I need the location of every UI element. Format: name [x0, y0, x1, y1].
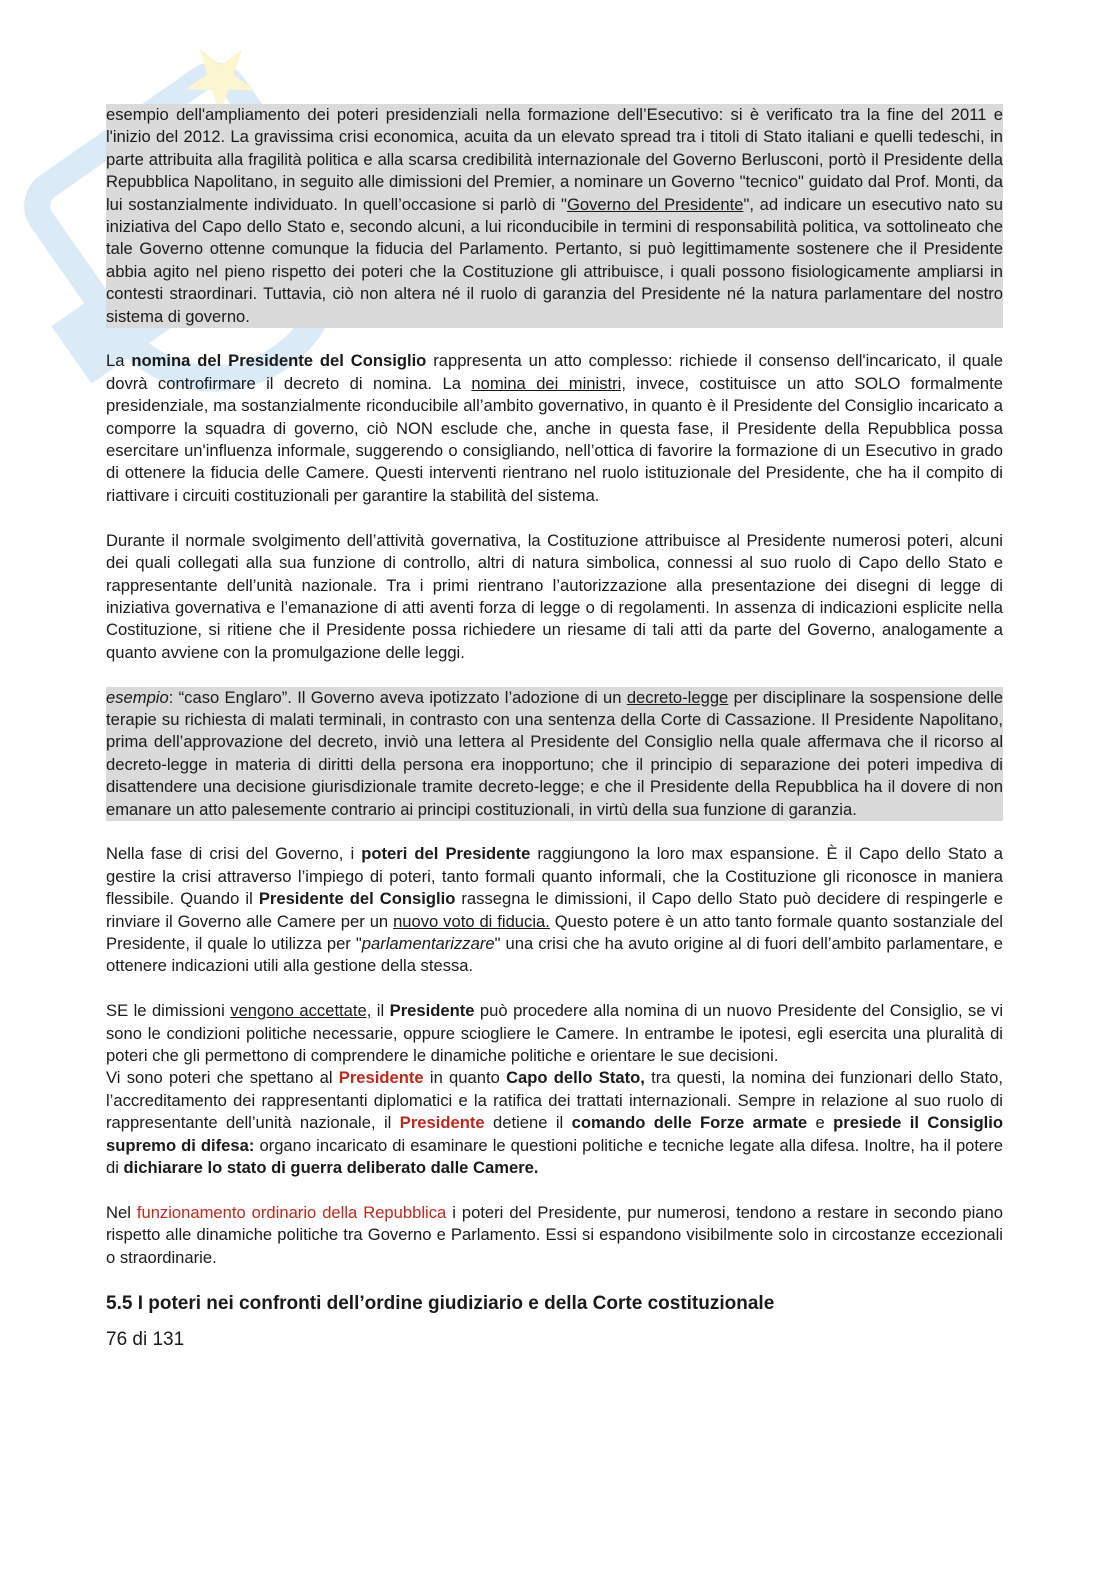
paragraph-capo-dello-stato: Vi sono poteri che spettano al Presidente in quanto Capo dello Stato, tra questi, la nomina dei funzionari dello Stato, l’accreditamento dei rappresentanti diplomatici e la ratifica dei trattati internazionali. Sempre in relazione al suo ruolo di rappresentante dell’unità nazionale, il Presidente detiene il comando delle Forze armate e presiede il Consiglio supremo di difesa: organo incaricato di esaminare le questioni politiche e tecniche legate alla difesa. Inoltre, ha il potere di dichiarare lo stato di guerra deliberato dalle Camere.	[106, 1068, 1004, 1178]
document-body	[106, 104, 1003, 1353]
paragraph-funzionamento-ordinario: Nel funzionamento ordinario della Repubblica i poteri del Presidente, pur numerosi, tendono a restare in secondo piano rispetto alle dinamiche politiche tra Governo e Parlamento. Essi si espandono visibilmente solo in circostanze eccezionali o straordinarie.	[106, 1202, 1003, 1267]
section-heading: 5.5 I poteri nei confronti dell’ordine giudiziario e della Corte costituzionale	[106, 1293, 775, 1315]
paragraph-attivita-governativa: Durante il normale svolgimento dell’attività governativa, la Costituzione attribuisce al Presidente numerosi poteri, alcuni dei quali collegati alla sua funzione di controllo, altri di natura simbolica, connessi al suo ruolo di Capo dello Stato e rappresentante dell’unità nazionale. Tra i primi rientrano l’autorizzazione alla presentazione dei disegni di legge di iniziativa governativa e l’emanazione di atti aventi forza di legge o di regolamenti. In assenza di indicazioni esplicite nella Costituzione, si ritiene che il Presidente possa richiedere un riesame di tali atti da parte del Governo, analogamente a quanto avviene con la promulgazione delle leggi.	[106, 530, 1003, 662]
paragraph-nomina: La nomina del Presidente del Consiglio rappresenta un atto complesso: richiede il consenso dell'incaricato, il quale dovrà controfirmare il decreto di nomina. La nomina dei ministri, invece, costituisce un atto SOLO formalmente presidenziale, ma sostanzialmente riconducibile all’ambito governativo, in quanto è il Presidente del Consiglio incaricato a comporre la squadra di governo, ciò NON esclude che, anche in questa fase, il Presidente della Repubblica possa esercitare un'influenza informale, suggerendo o consigliando, nell’ottica di favorire la formazione di un Esecutivo in grado di ottenere la fiducia delle Camere. Questi interventi rientrano nel ruolo istituzionale del Presidente, che ha il compito di riattivare i circuiti costituzionali per garantire la stabilità del sistema.	[106, 351, 1003, 505]
watermark-star-icon: ★	[156, 11, 283, 144]
example-paragraph-englaro: esempio: “caso Englaro”. Il Governo aveva ipotizzato l’adozione di un decreto-legge per disciplinare la sospensione delle terapie su richiesta di malati terminali, in contrasto con una sentenza della Corte di Cassazione. Il Presidente Napolitano, prima dell’approvazione del decreto, inviò una lettera al Presidente del Consiglio nella quale affermava che il ricorso al decreto-legge in materia di diritti della persona era inopportuno; che il principio di separazione dei poteri impediva di disattendere una decisione giurisdizionale tramite decreto-legge; e che il Presidente della Repubblica ha il dovere di non emanare un atto palesemente contrario ai principi costituzionali, in virtù della sua funzione di garanzia.	[106, 687, 1003, 821]
paragraph-crisi-governo: Nella fase di crisi del Governo, i poteri del Presidente raggiungono la loro max espansione. È il Capo dello Stato a gestire la crisi attraverso l’impiego di poteri, tanto formali quanto informali, che la Costituzione gli riconosce in maniera flessibile. Quando il Presidente del Consiglio rassegna le dimissioni, il Capo dello Stato può decidere di respingerle e rinviare il Governo alle Camere per un nuovo voto di fiducia. Questo potere è un atto tanto formale quanto sostanziale del Presidente, il quale lo utilizza per "parlamentarizzare" una crisi che ha avuto origine al di fuori dell’ambito parlamentare, e ottenere indicazioni utili alla gestione della stessa.	[106, 844, 1003, 976]
example-paragraph-monti: esempio dell'ampliamento dei poteri presidenziali nella formazione dell’Esecutivo: si è verificato tra la fine del 2011 e l'inizio del 2012. La gravissima crisi economica, acuita da un elevato spread tra i titoli di Stato italiani e quelli tedeschi, in parte attribuita alla fragilità politica e alla scarsa credibilità internazionale del Governo Berlusconi, portò il Presidente della Repubblica Napolitano, in seguito alle dimissioni del Premier, a nominare un Governo "tecnico" guidato dal Prof. Monti, da lui sostanzialmente individuato. In quell’occasione si parlò di "Governo del Presidente", ad indicare un esecutivo nato su iniziativa del Capo dello Stato e, secondo alcuni, a lui riconducibile in termini di responsabilità politica, va sottolineato che tale Governo ottenne comunque la fiducia del Parlamento. Pertanto, si può legittimamente sostenere che il Presidente abbia agito nel pieno rispetto dei poteri che la Costituzione gli attribuisce, i quali possono fisiologicamente ampliarsi in contesti straordinari. Tuttavia, ciò non altera né il ruolo di garanzia del Presidente né la natura parlamentare del nostro sistema di governo.	[106, 104, 1003, 328]
link-governo-del-presidente: Governo del Presidente	[566, 194, 744, 214]
paragraph-dimissioni: SE le dimissioni vengono accettate, il Presidente può procedere alla nomina di un nuovo Presidente del Consiglio, se vi sono le condizioni politiche necessarie, oppure sciogliere le Camere. In entrambe le ipotesi, egli esercita una pluralità di poteri che gli permettono di comprendere le dinamiche politiche e orientare le sue decisioni.	[106, 1001, 1004, 1065]
page-number: 76 di 131	[106, 1329, 185, 1351]
